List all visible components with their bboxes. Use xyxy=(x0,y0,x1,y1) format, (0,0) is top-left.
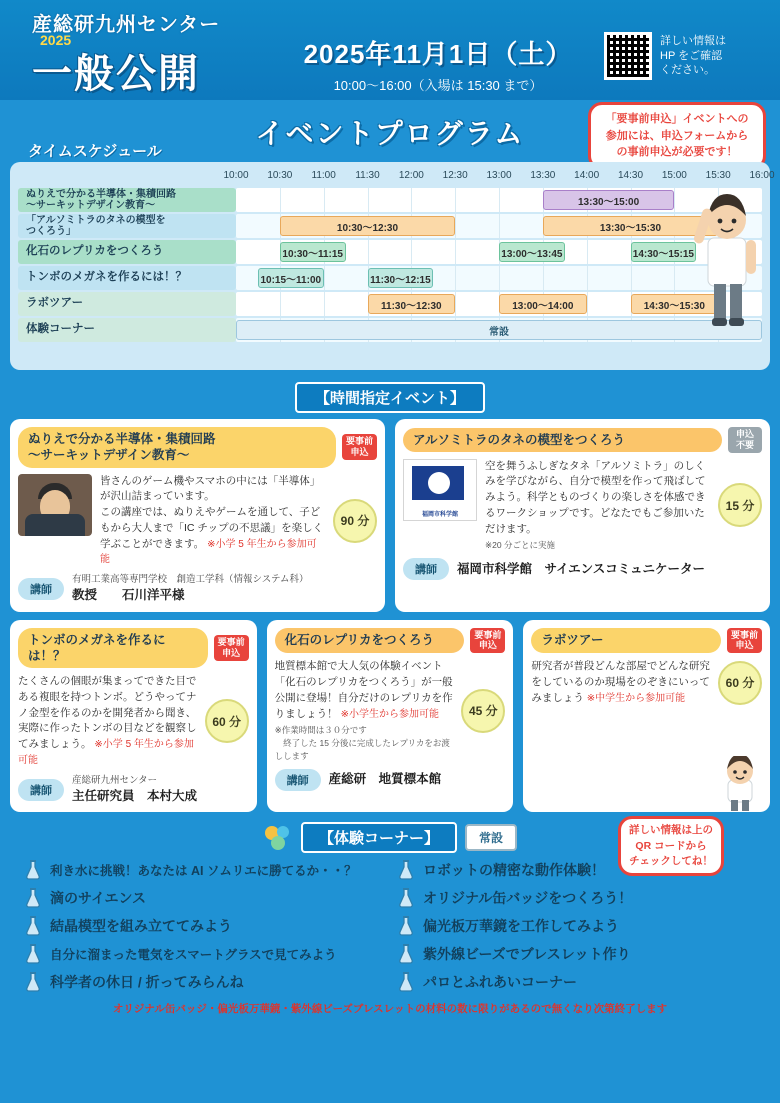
experience-badge: 常設 xyxy=(465,824,517,851)
timetable-gridline xyxy=(280,292,281,316)
duration-badge: 45 分 xyxy=(461,689,505,733)
experience-item-label: 自分に溜まった電気をスマートグラスで見てみよう xyxy=(50,948,337,963)
time-label: 10:00 xyxy=(223,170,249,181)
timetable-bar[interactable]: 常設 xyxy=(236,320,762,340)
experience-item-label: 紫外線ビーズでブレスレット作り xyxy=(423,946,631,963)
timetable-bar[interactable]: 13:00〜14:00 xyxy=(499,294,587,314)
timed-events-cards xyxy=(10,419,770,812)
experience-item-label: 滴のサイエンス xyxy=(50,890,147,907)
event-card-labtour[interactable] xyxy=(523,620,770,813)
card-title-bar xyxy=(18,628,249,669)
timetable-gridline xyxy=(499,214,500,238)
timetable-gridline xyxy=(368,188,369,212)
time-label: 12:30 xyxy=(442,170,468,181)
preregistration-tag: 要事前 申込 xyxy=(727,628,762,654)
timetable-bar[interactable]: 13:30〜15:00 xyxy=(543,190,675,210)
experience-item xyxy=(24,943,383,965)
timetable-track xyxy=(236,214,762,238)
timetable-gridline xyxy=(411,240,412,264)
qr-instruction-text: 詳しい情報は HP をご確認 ください。 xyxy=(660,34,726,77)
timetable-bar[interactable]: 11:30〜12:15 xyxy=(368,268,434,288)
timetable-gridline xyxy=(324,292,325,316)
event-hours: 10:00〜16:00（入場は 15:30 まで） xyxy=(333,78,543,93)
card-description-note: ※中学生から参加可能 xyxy=(586,692,686,704)
time-label: 12:00 xyxy=(398,170,424,181)
timetable-bar[interactable]: 10:30〜12:30 xyxy=(280,216,455,236)
timetable-grid xyxy=(18,170,775,342)
timetable-row xyxy=(18,240,762,264)
flask-icon xyxy=(397,859,415,881)
timetable-row-label: ぬりえで分かる半導体・集積回路 〜サーキットデザイン教育〜 xyxy=(18,188,236,212)
time-label: 14:30 xyxy=(617,170,644,181)
flask-icon xyxy=(397,915,415,937)
card-body xyxy=(18,474,377,569)
timetable-track xyxy=(236,318,762,342)
timetable-row-label: 体験コーナー xyxy=(18,318,236,342)
flask-icon xyxy=(397,943,415,965)
timetable-bar[interactable]: 11:30〜12:30 xyxy=(368,294,456,314)
timetable-gridline xyxy=(587,266,588,290)
card-description-text: たくさんの個眼が集まってできた目である複眼を持つトンボ。どうやってナノ金型を作るのかを開発者から聞き、実際に作ったトンボの目などを観察してみましょう。 xyxy=(18,675,197,751)
timetable-gridline xyxy=(587,240,588,264)
card-title-bar xyxy=(275,628,506,654)
timetable-gridline xyxy=(280,188,281,212)
experience-item xyxy=(24,887,383,909)
time-label: 11:30 xyxy=(355,170,380,181)
organization-name: 産総研九州センター xyxy=(32,14,221,36)
no-registration-tag: 申込 不要 xyxy=(728,427,762,453)
logo-caption: 福岡市科学館 xyxy=(421,511,458,518)
card-description-note: ※小学 5 年生から参加可能 xyxy=(100,538,317,566)
event-year: 2025 xyxy=(40,32,72,48)
experience-item-label: パロとふれあいコーナー xyxy=(423,974,577,991)
event-card-fossil[interactable] xyxy=(267,620,514,813)
experience-item xyxy=(397,971,756,993)
timetable-row-label: 「アルソミトラのタネの模型を つくろう」 xyxy=(18,214,236,238)
timetable-title: タイムスケジュール xyxy=(28,143,162,160)
lecturer-row xyxy=(18,574,377,604)
poster-header xyxy=(0,0,780,100)
timetable-gridline xyxy=(455,292,456,316)
timetable-row xyxy=(18,292,762,316)
flask-icon xyxy=(24,859,42,881)
experience-corner-icon xyxy=(263,823,293,853)
flask-icon xyxy=(24,887,42,909)
flask-icon xyxy=(24,971,42,993)
timetable-bar[interactable]: 14:30〜15:30 xyxy=(631,294,719,314)
time-label: 10:30 xyxy=(267,170,293,181)
flask-icon xyxy=(397,971,415,993)
event-date: 2025年11月1日（土） xyxy=(303,39,573,69)
mascot-boy-icon xyxy=(690,180,764,330)
card-description xyxy=(275,659,454,762)
experience-item xyxy=(397,915,756,937)
event-logo xyxy=(32,8,272,96)
timetable-gridline xyxy=(674,188,675,212)
card-title: ぬりえで分かる半導体・集積回路 〜サーキットデザイン教育〜 xyxy=(18,427,336,468)
experience-footnote: オリジナル缶バッジ・偏光板万華鏡・紫外線ビーズブレスレットの材料の数に限りがあるので無くなり次第終了します xyxy=(112,1003,668,1016)
card-title-bar xyxy=(18,427,377,468)
lecturer-row xyxy=(18,775,249,805)
qr-check-note: 詳しい情報は上の QR コードから チェックしてね！ xyxy=(618,816,724,876)
card-title-bar xyxy=(403,427,762,453)
lecturer-name: 産総研 地質標本館 xyxy=(328,772,442,787)
preregistration-tag: 要事前 申込 xyxy=(470,628,505,654)
timetable-row-label: トンボのメガネを作るには！？ xyxy=(18,266,236,290)
timetable-gridline xyxy=(543,266,544,290)
card-description-note: ※小学生から参加可能 xyxy=(340,708,439,720)
experience-item-label: オリジナル缶バッジをつくろう！ xyxy=(423,890,633,907)
lecturer-name: 主任研究員 本村大成 xyxy=(72,788,198,803)
experience-item-label: 科学者の休日 / 折ってみらんね xyxy=(50,974,244,991)
event-card-dragonfly[interactable] xyxy=(10,620,257,813)
fukuoka-science-museum-logo xyxy=(403,459,477,521)
timetable-gridline xyxy=(368,240,369,264)
lecturer-org: 産総研九州センター xyxy=(72,774,158,786)
timetable-gridline xyxy=(631,266,632,290)
card-title: 化石のレプリカをつくろう xyxy=(275,628,465,652)
timetable-gridline xyxy=(324,188,325,212)
event-main-title: 一般公開 xyxy=(32,52,200,96)
experience-item-label: 偏光板万華鏡を工作してみよう xyxy=(423,918,619,935)
timetable-row xyxy=(18,188,762,212)
experience-items xyxy=(24,859,756,993)
card-description-text: 空を舞うふしぎなタネ「アルソミトラ」のしくみを学びながら、自分で模型を作って飛ばしてみよう。科学とものづくりの楽しさを体感できるワークショップです。どなたでもご参加いただけます。 xyxy=(485,459,706,535)
preregistration-notice: 「要事前申込」イベントへの 参加には、申込フォームから の事前申込が必要です！ xyxy=(588,102,766,170)
experience-item xyxy=(24,971,383,993)
card-title-bar xyxy=(531,628,762,654)
experience-heading-label: 【体験コーナー】 xyxy=(301,822,457,853)
card-description xyxy=(18,674,197,769)
timetable-track xyxy=(236,188,762,212)
event-card-semiconductor[interactable] xyxy=(10,419,385,612)
time-label: 15:30 xyxy=(705,170,731,181)
experience-item xyxy=(24,915,383,937)
time-label: 16:00 xyxy=(749,170,775,181)
timetable-row xyxy=(18,318,762,342)
experience-item-label: 結晶模型を組み立ててみよう xyxy=(50,918,232,935)
lecturer-info xyxy=(457,561,705,578)
experience-item xyxy=(397,943,756,965)
timetable-bar[interactable]: 13:00〜13:45 xyxy=(499,242,565,262)
timetable-bar[interactable]: 10:30〜11:15 xyxy=(280,242,346,262)
lecturer-label: 講師 xyxy=(18,578,64,600)
timetable-gridline xyxy=(324,266,325,290)
preregistration-tag: 要事前 申込 xyxy=(342,434,377,460)
timetable-gridline xyxy=(674,266,675,290)
timetable-row-label: 化石のレプリカをつくろう xyxy=(18,240,236,264)
flask-icon xyxy=(397,887,415,909)
lecturer-row xyxy=(275,769,506,791)
card-description-note: ※小学 5 年生から参加可能 xyxy=(18,739,194,766)
lecturer-info xyxy=(329,771,442,788)
timetable-gridline xyxy=(587,292,588,316)
timetable-bar[interactable]: 13:30〜15:30 xyxy=(543,216,718,236)
qr-area[interactable] xyxy=(604,32,726,80)
event-date-block xyxy=(288,34,588,94)
time-label: 13:00 xyxy=(486,170,512,181)
duration-badge: 90 分 xyxy=(333,499,377,543)
qr-code-icon[interactable] xyxy=(604,32,652,80)
time-label: 14:00 xyxy=(574,170,600,181)
duration-badge: 60 分 xyxy=(205,699,249,743)
timetable-row xyxy=(18,214,762,238)
lecturer-org: 有明工業高等専門学校 創造工学科（情報システム科） xyxy=(72,574,309,585)
experience-item xyxy=(24,859,383,881)
card-description-text: 研究者が普段どんな部屋でどんな研究をしているのか現場をのぞきにいってみましょう xyxy=(531,660,710,704)
experience-heading xyxy=(0,822,780,867)
time-label: 13:30 xyxy=(530,170,556,181)
card-description-note: ※20 分ごとに実施 xyxy=(485,540,555,551)
lecturer-name: 教授 石川洋平様 xyxy=(72,587,185,602)
event-card-alsomitra[interactable] xyxy=(395,419,770,612)
time-label: 11:00 xyxy=(311,170,336,181)
page-title: イベントプログラム xyxy=(255,118,525,149)
timetable-track xyxy=(236,266,762,290)
timetable-gridline xyxy=(455,240,456,264)
timetable-gridline xyxy=(455,214,456,238)
experience-item xyxy=(397,887,756,909)
timetable-time-axis xyxy=(223,170,775,186)
timetable-gridline xyxy=(411,188,412,212)
card-body xyxy=(275,659,506,762)
timetable xyxy=(10,143,775,370)
card-description xyxy=(485,459,710,553)
timetable-gridline xyxy=(499,188,500,212)
lecturer-info xyxy=(72,775,197,805)
flask-icon xyxy=(24,915,42,937)
card-body xyxy=(531,659,762,706)
lecturer-photo xyxy=(18,474,92,536)
card-title: ラボツアー xyxy=(531,628,721,652)
flask-icon xyxy=(24,943,42,965)
card-description-text: 地質標本館で大人気の体験イベント「化石のレプリカをつくろう」が一般公開に登場！自分だけのレプリカを作りましょう！ xyxy=(274,660,453,720)
lecturer-info xyxy=(72,574,309,604)
card-body xyxy=(18,674,249,769)
duration-badge: 15 分 xyxy=(718,483,762,527)
timetable-track xyxy=(236,240,762,264)
experience-item-label: ロボットの精密な動作体験！ xyxy=(423,862,605,879)
card-description xyxy=(531,659,710,706)
lecturer-row xyxy=(403,558,762,580)
timetable-bar[interactable]: 14:30〜15:15 xyxy=(631,242,697,262)
card-row-2 xyxy=(10,620,770,813)
timetable-row xyxy=(18,266,762,290)
timetable-gridline xyxy=(455,188,456,212)
timetable-gridline xyxy=(455,266,456,290)
timed-events-heading-label: 【時間指定イベント】 xyxy=(295,382,485,413)
lecturer-label: 講師 xyxy=(18,779,64,801)
timetable-gridline xyxy=(499,266,500,290)
timetable-bar[interactable]: 10:15〜11:00 xyxy=(258,268,324,288)
card-body xyxy=(403,459,762,553)
lecturer-name: 福岡市科学館 サイエンスコミュニケーター xyxy=(457,561,706,576)
timetable-rows xyxy=(18,188,762,342)
mascot-girl-icon xyxy=(710,756,768,812)
duration-badge: 60 分 xyxy=(718,661,762,705)
timed-events-heading xyxy=(0,382,780,413)
card-description-small: ※作業時間は３０分です 終了した 15 分後に完成したレプリカをお渡しします xyxy=(274,725,450,761)
card-row-1 xyxy=(10,419,770,612)
lecturer-label: 講師 xyxy=(403,558,449,580)
time-label: 15:00 xyxy=(661,170,687,181)
lecturer-label: 講師 xyxy=(275,769,321,791)
preregistration-tag: 要事前 申込 xyxy=(214,635,249,661)
card-description-text: 皆さんのゲーム機やスマホの中には「半導体」が沢山詰まっています。 この講座では、ぬりえやゲームを通して、子どもから大人まで「IC チップの不思議」を楽しく学ぶことができます。 xyxy=(100,474,324,550)
card-title: トンボのメガネを作るには！？ xyxy=(18,628,208,669)
timetable-row-label: ラボツアー xyxy=(18,292,236,316)
card-title: アルソミトラのタネの模型をつくろう xyxy=(403,428,722,452)
card-description xyxy=(100,474,325,569)
timetable-track xyxy=(236,292,762,316)
experience-item-label: 利き水に挑戦！あなたは AI ソムリエに勝てるか・・？ xyxy=(50,864,357,879)
